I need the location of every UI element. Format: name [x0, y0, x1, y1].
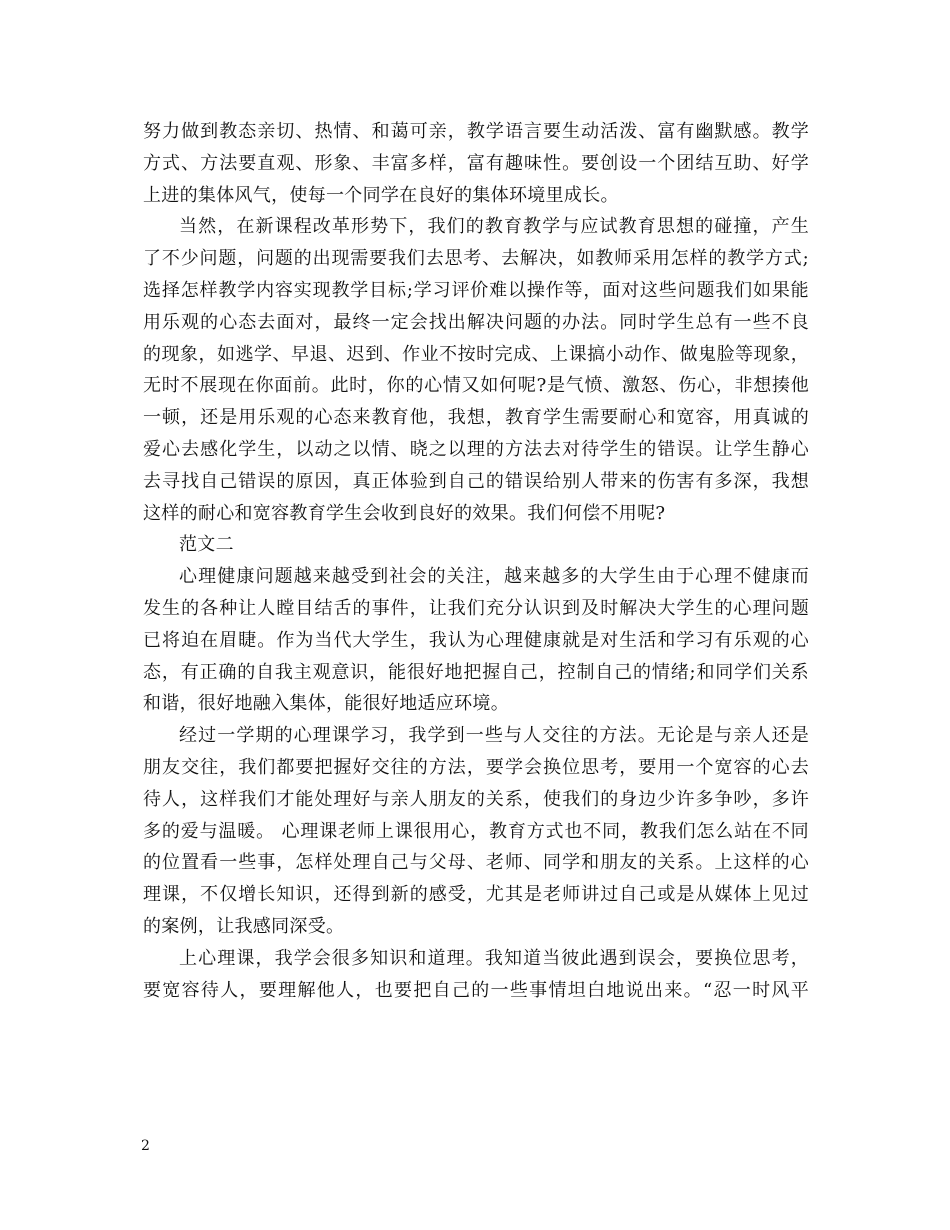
text-line: 努力做到教态亲切、热情、和蔼可亲，教学语言要生动活泼、富有幽默感。教学 [143, 121, 809, 142]
text-line: 发生的各种让人瞠目结舌的事件，让我们充分认识到及时解决大学生的心理问题 [143, 597, 809, 619]
text-line: 上心理课，我学会很多知识和道理。我知道当彼此遇到误会，要换位思考， [179, 947, 809, 969]
text-line: 多的爱与温暖。 心理课老师上课很用心，教育方式也不同，教我们怎么站在不同 [143, 820, 809, 842]
text-line: 态，有正确的自我主观意识，能很好地把握自己，控制自己的情绪;和同学们关系 [143, 661, 809, 683]
text-line: 的位置看一些事，怎样处理自己与父母、老师、同学和朋友的关系。上这样的心 [143, 852, 809, 874]
text-line: 经过一学期的心理课学习，我学到一些与人交往的方法。无论是与亲人还是 [179, 725, 809, 747]
text-line: 用乐观的心态去面对，最终一定会找出解决问题的办法。同时学生总有一些不良 [143, 311, 809, 333]
text-line: 上进的集体风气，使每一个同学在良好的集体环境里成长。 [143, 184, 619, 206]
text-line: 朋友交往，我们都要把握好交往的方法，要学会换位思考，要用一个宽容的心去 [143, 756, 809, 778]
page-number: 2 [141, 1138, 150, 1154]
text-line: 爱心去感化学生，以动之以情、晓之以理的方法去对待学生的错误。让学生静心 [143, 438, 809, 460]
text-line: 了不少问题，问题的出现需要我们去思考、去解决，如教师采用怎样的教学方式; [143, 248, 809, 270]
text-line: 去寻找自己错误的原因，真正体验到自己的错误给别人带来的伤害有多深，我想 [143, 470, 809, 492]
text-line: 选择怎样教学内容实现教学目标;学习评价难以操作等，面对这些问题我们如果能 [143, 279, 809, 301]
text-line: 范文二 [179, 534, 234, 556]
text-line: 理课，不仅增长知识，还得到新的感受，尤其是老师讲过自己或是从媒体上见过 [143, 884, 809, 906]
text-line: 要宽容待人，要理解他人，也要把自己的一些事情坦白地说出来。“忍一时风平 [143, 979, 809, 1001]
text-line: 的案例，让我感同深受。 [143, 915, 345, 937]
text-line: 已将迫在眉睫。作为当代大学生，我认为心理健康就是对生活和学习有乐观的心 [143, 629, 809, 651]
text-line: 心理健康问题越来越受到社会的关注，越来越多的大学生由于心理不健康而 [179, 566, 809, 588]
text-line: 方式、方法要直观、形象、丰富多样，富有趣味性。要创设一个团结互助、好学 [143, 152, 809, 174]
text-line: 当然，在新课程改革形势下，我们的教育教学与应试教育思想的碰撞，产生 [179, 216, 809, 238]
text-line: 无时不展现在你面前。此时，你的心情又如何呢?是气愤、激怒、伤心，非想揍他 [143, 375, 809, 397]
text-line: 和谐，很好地融入集体，能很好地适应环境。 [143, 693, 509, 715]
document-body [143, 116, 809, 1006]
text-line: 的现象，如逃学、早退、迟到、作业不按时完成、上课搞小动作、做鬼脸等现象， [143, 343, 809, 365]
text-line: 这样的耐心和宽容教育学生会收到良好的效果。我们何偿不用呢? [143, 502, 666, 524]
text-line: 待人，这样我们才能处理好与亲人朋友的关系，使我们的身边少许多争吵，多许 [143, 788, 809, 810]
text-line: 一顿，还是用乐观的心态来教育他，我想，教育学生需要耐心和宽容，用真诚的 [143, 407, 809, 429]
